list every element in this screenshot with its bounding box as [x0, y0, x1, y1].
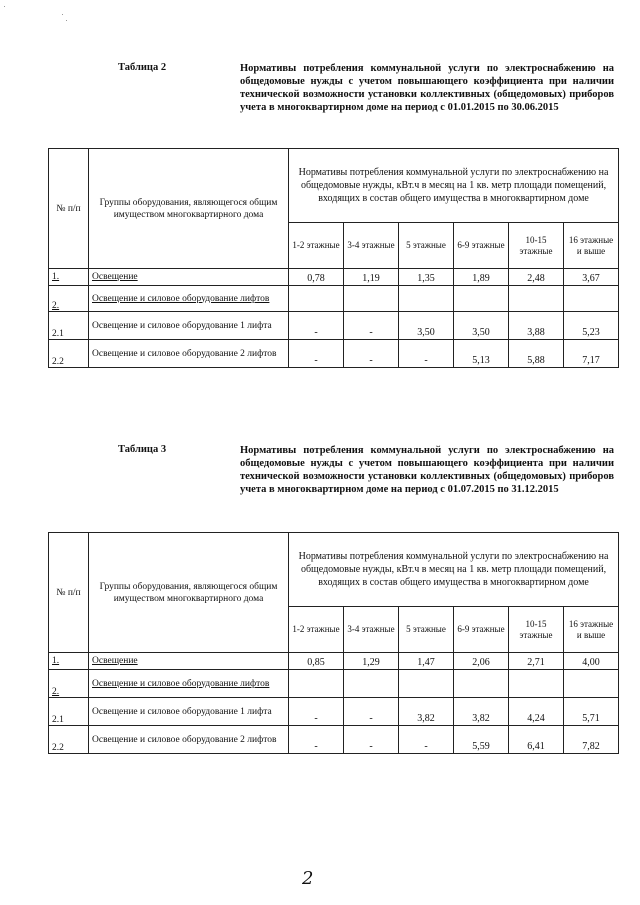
value-cell: [564, 286, 619, 312]
value-cell: [509, 670, 564, 698]
table-heading: Нормативы потребления коммунальной услуги по электроснабжению на общедомовые нужды с учетом повышающего коэффициента при наличии технической возможности установки коллективных (общедомовых) приборов учета в многоквартирном доме на период с 01.01.2015 по 30.06.2015: [240, 63, 614, 113]
column-header-group: Группы оборудования, являющегося общим имуществом многоквартирного дома: [89, 149, 289, 269]
scan-speck: [66, 20, 67, 21]
value-cell: 3,82: [454, 698, 509, 726]
value-cell: 3,67: [564, 269, 619, 286]
row-name: Освещение: [89, 269, 289, 286]
column-header-norms: Нормативы потребления коммунальной услуги по электроснабжению на общедомовые нужды, кВт.ч в месяц на 1 кв. метр площади помещений, входящих в состав общего имущества в многоквартирном доме: [289, 149, 619, 223]
value-cell: [289, 286, 344, 312]
column-header-norms: Нормативы потребления коммунальной услуги по электроснабжению на общедомовые нужды, кВт.ч в месяц на 1 кв. метр площади помещений, входящих в состав общего имущества в многоквартирном доме: [289, 533, 619, 607]
table-row: [49, 726, 619, 754]
value-cell: [564, 670, 619, 698]
row-number: 1.: [49, 653, 89, 670]
value-cell: -: [289, 312, 344, 340]
floor-header: 16 этажные и выше: [564, 223, 619, 269]
value-cell: 2,06: [454, 653, 509, 670]
value-cell: 1,35: [399, 269, 454, 286]
value-cell: -: [289, 726, 344, 754]
value-cell: 0,85: [289, 653, 344, 670]
column-header-number: № п/п: [49, 149, 89, 269]
table-heading: Нормативы потребления коммунальной услуги по электроснабжению на общедомовые нужды с учетом повышающего коэффициента при наличии технической возможности установки коллективных (общедомовых) приборов учета в многоквартирном доме на период с 01.07.2015 по 31.12.2015: [240, 445, 614, 495]
value-cell: 4,24: [509, 698, 564, 726]
value-cell: -: [289, 340, 344, 368]
table-row: [49, 670, 619, 698]
value-cell: [344, 286, 399, 312]
norms-table: [48, 532, 619, 754]
value-cell: 3,50: [454, 312, 509, 340]
row-number: 2.: [49, 286, 89, 312]
value-cell: [399, 670, 454, 698]
row-name: Освещение и силовое оборудование 1 лифта: [89, 698, 289, 726]
value-cell: 4,00: [564, 653, 619, 670]
value-cell: 5,13: [454, 340, 509, 368]
table-row: [49, 653, 619, 670]
value-cell: 1,89: [454, 269, 509, 286]
value-cell: 5,23: [564, 312, 619, 340]
value-cell: -: [344, 726, 399, 754]
value-cell: -: [344, 312, 399, 340]
column-header-group: Группы оборудования, являющегося общим имуществом многоквартирного дома: [89, 533, 289, 653]
scan-speck: [4, 6, 5, 7]
value-cell: [454, 286, 509, 312]
norms-table: [48, 148, 619, 368]
value-cell: 2,48: [509, 269, 564, 286]
row-number: 2.1: [49, 312, 89, 340]
floor-header: 5 этажные: [399, 223, 454, 269]
value-cell: [509, 286, 564, 312]
floor-header: 3-4 этажные: [344, 607, 399, 653]
value-cell: 5,59: [454, 726, 509, 754]
table-row: [49, 340, 619, 368]
row-name: Освещение и силовое оборудование 1 лифта: [89, 312, 289, 340]
value-cell: 1,29: [344, 653, 399, 670]
floor-header: 6-9 этажные: [454, 223, 509, 269]
value-cell: 0,78: [289, 269, 344, 286]
floor-header: 3-4 этажные: [344, 223, 399, 269]
floor-header: 10-15 этажные: [509, 607, 564, 653]
value-cell: 7,82: [564, 726, 619, 754]
value-cell: 6,41: [509, 726, 564, 754]
value-cell: -: [399, 340, 454, 368]
row-number: 1.: [49, 269, 89, 286]
row-name: Освещение и силовое оборудование 2 лифтов: [89, 726, 289, 754]
table-caption: Таблица 3: [118, 444, 167, 455]
floor-header: 5 этажные: [399, 607, 454, 653]
value-cell: 2,71: [509, 653, 564, 670]
value-cell: [454, 670, 509, 698]
floor-header: 10-15 этажные: [509, 223, 564, 269]
value-cell: 3,82: [399, 698, 454, 726]
floor-header: 1-2 этажные: [289, 607, 344, 653]
row-name: Освещение и силовое оборудование 2 лифтов: [89, 340, 289, 368]
value-cell: -: [344, 340, 399, 368]
page-number: 2: [302, 868, 314, 889]
value-cell: [344, 670, 399, 698]
row-name: Освещение и силовое оборудование лифтов: [89, 670, 289, 698]
value-cell: 7,17: [564, 340, 619, 368]
value-cell: 3,88: [509, 312, 564, 340]
table-row: [49, 312, 619, 340]
row-number: 2.1: [49, 698, 89, 726]
value-cell: 5,88: [509, 340, 564, 368]
floor-header: 16 этажные и выше: [564, 607, 619, 653]
value-cell: 3,50: [399, 312, 454, 340]
value-cell: [289, 670, 344, 698]
column-header-number: № п/п: [49, 533, 89, 653]
value-cell: -: [289, 698, 344, 726]
row-number: 2.2: [49, 726, 89, 754]
row-number: 2.2: [49, 340, 89, 368]
value-cell: -: [344, 698, 399, 726]
value-cell: [399, 286, 454, 312]
table-row: [49, 286, 619, 312]
floor-header: 6-9 этажные: [454, 607, 509, 653]
value-cell: 1,19: [344, 269, 399, 286]
row-number: 2.: [49, 670, 89, 698]
value-cell: 1,47: [399, 653, 454, 670]
table-caption: Таблица 2: [118, 62, 167, 73]
value-cell: -: [399, 726, 454, 754]
scan-speck: [62, 14, 63, 15]
floor-header: 1-2 этажные: [289, 223, 344, 269]
table-row: [49, 269, 619, 286]
row-name: Освещение: [89, 653, 289, 670]
table-row: [49, 698, 619, 726]
row-name: Освещение и силовое оборудование лифтов: [89, 286, 289, 312]
value-cell: 5,71: [564, 698, 619, 726]
